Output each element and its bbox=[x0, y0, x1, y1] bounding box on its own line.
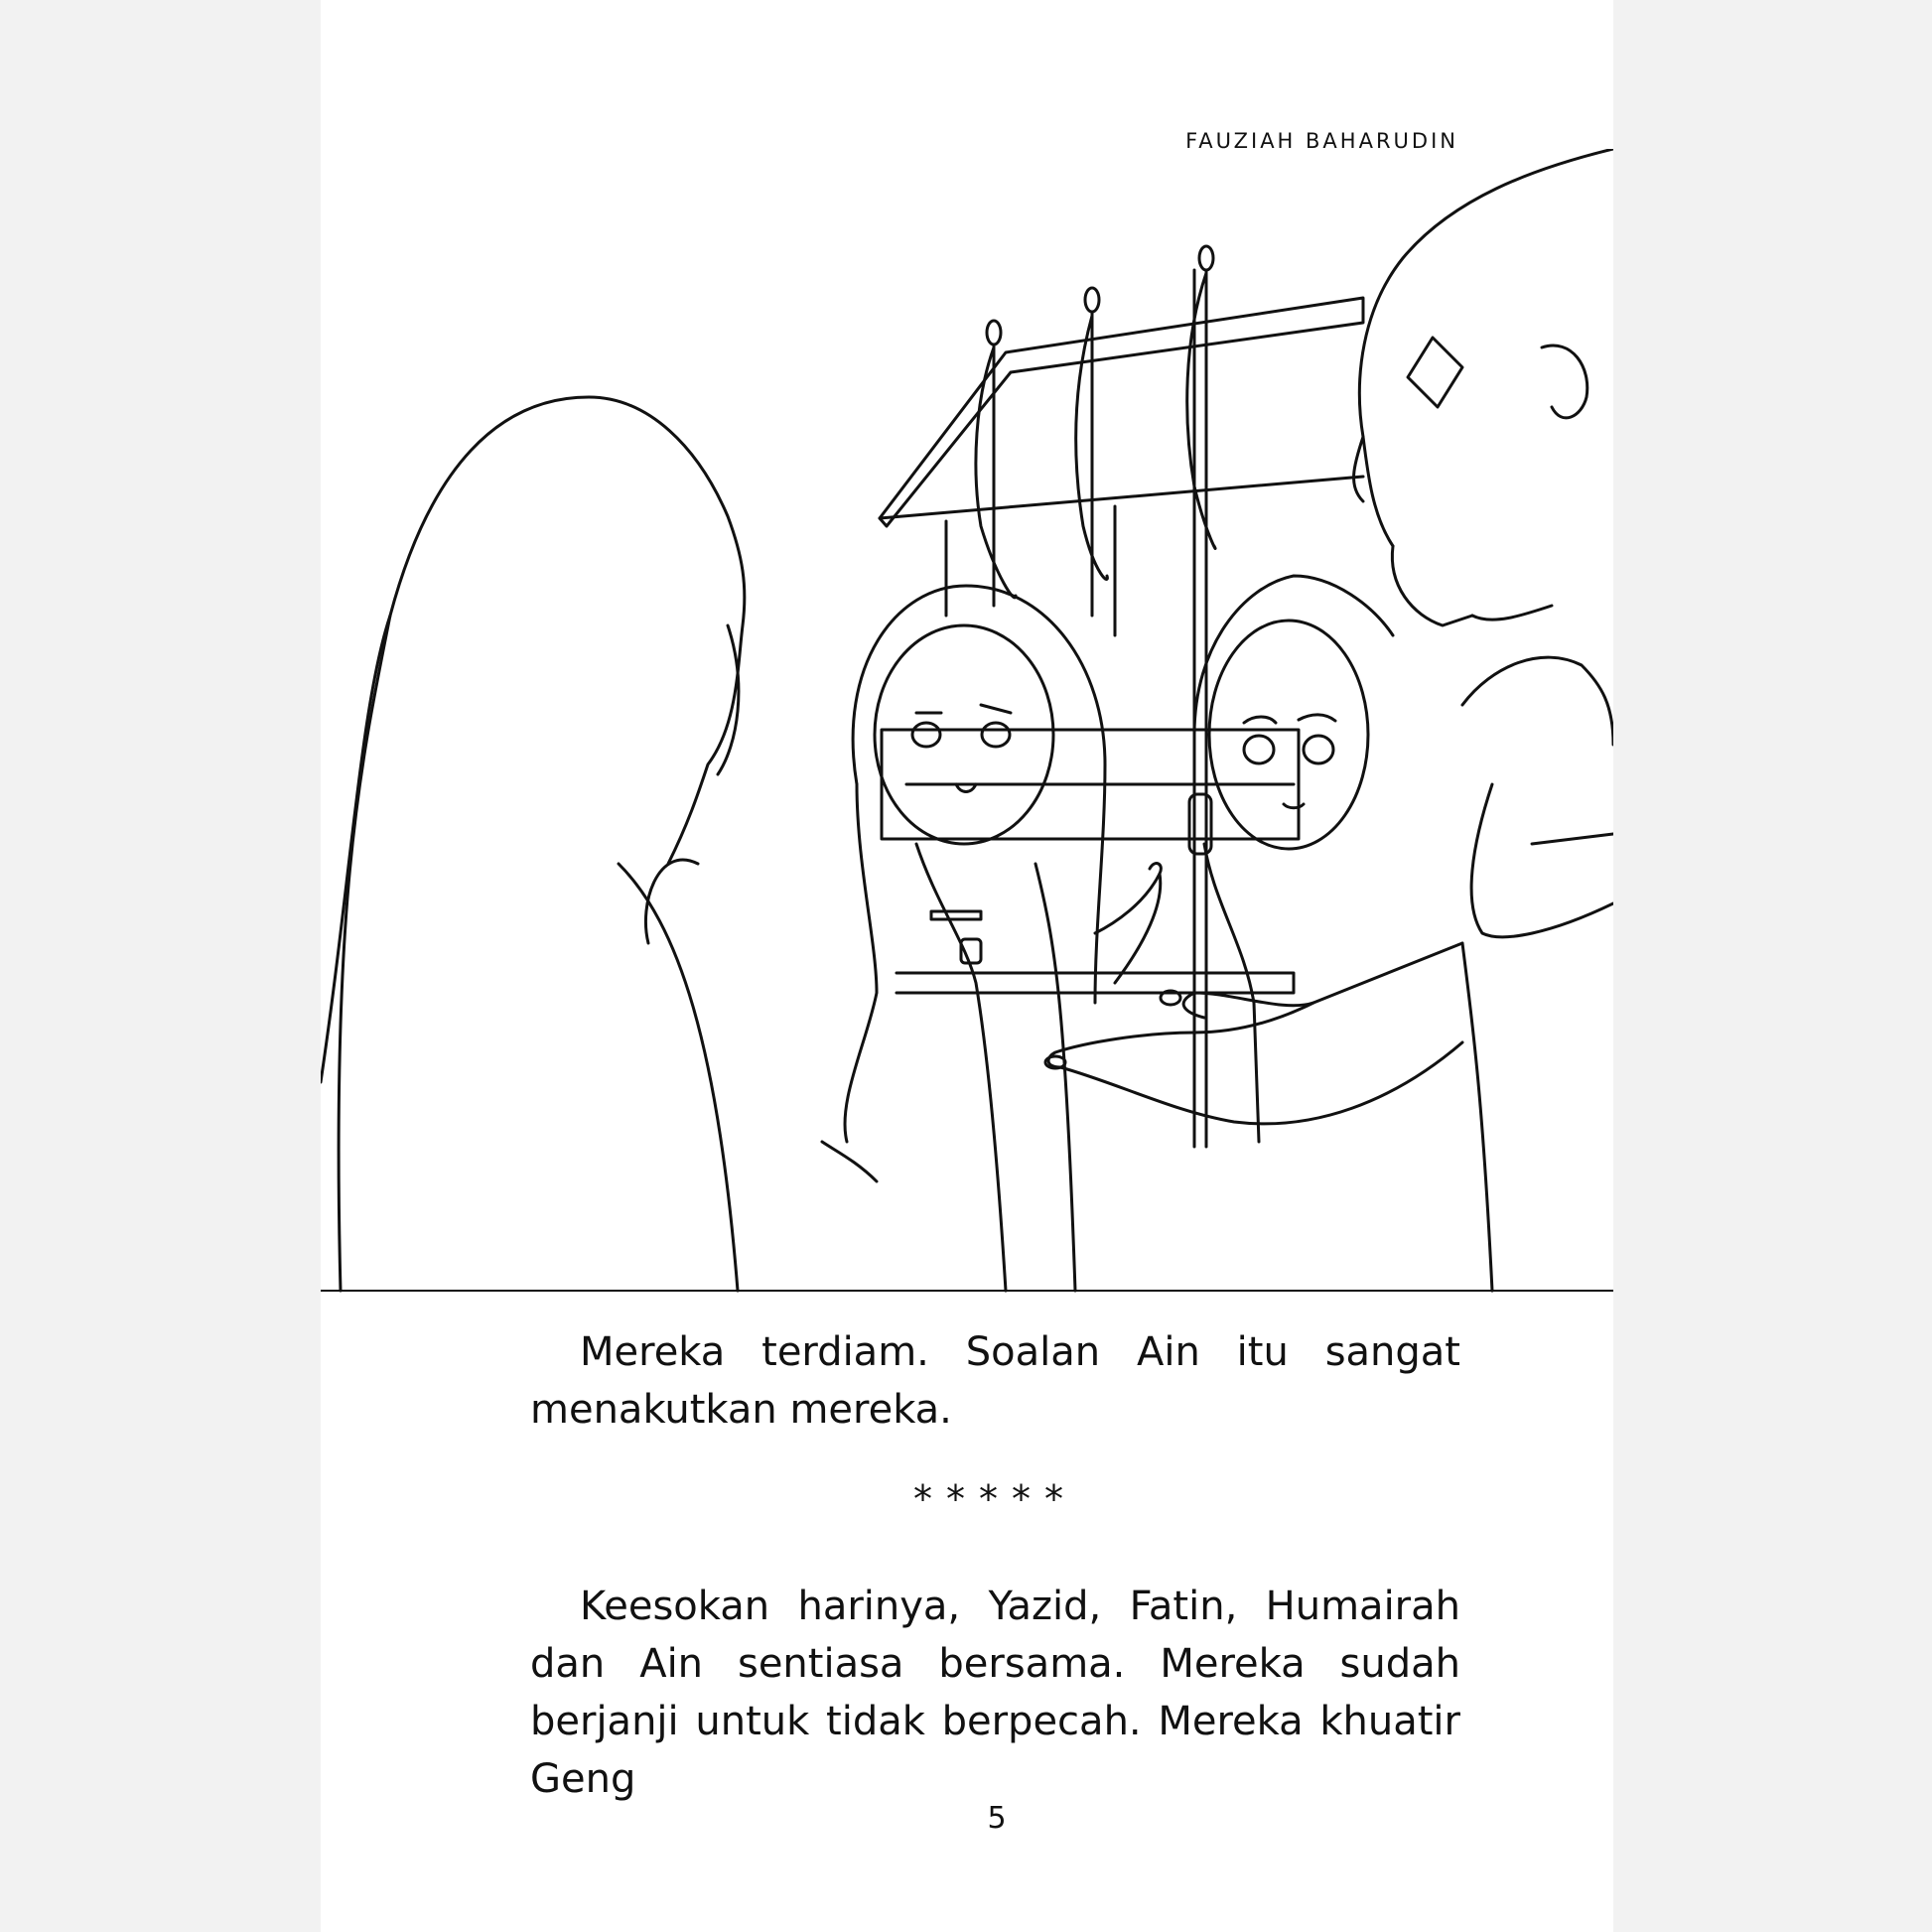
section-separator: ***** bbox=[913, 1477, 1077, 1521]
boy-figure-right bbox=[1045, 149, 1613, 1291]
girl-figure-center bbox=[822, 586, 1161, 1291]
page-number: 5 bbox=[987, 1801, 1007, 1836]
paragraph-2: Keesokan harinya, Yazid, Fatin, Humairah dan Ain sentiasa bersama. Mereka sudah berjanji untuk tidak berpecah. Mereka khuatir Geng bbox=[530, 1584, 1460, 1802]
running-header-author: FAUZIAH BAHARUDIN bbox=[1185, 129, 1458, 153]
paragraph-1: Mereka terdiam. Soalan Ain itu sangat menakutkan mereka. bbox=[530, 1329, 1460, 1433]
notice-board bbox=[880, 298, 1363, 993]
girl-figure-right bbox=[1194, 576, 1393, 1142]
line-art-illustration bbox=[321, 149, 1613, 1293]
woman-figure-left bbox=[321, 397, 745, 1291]
